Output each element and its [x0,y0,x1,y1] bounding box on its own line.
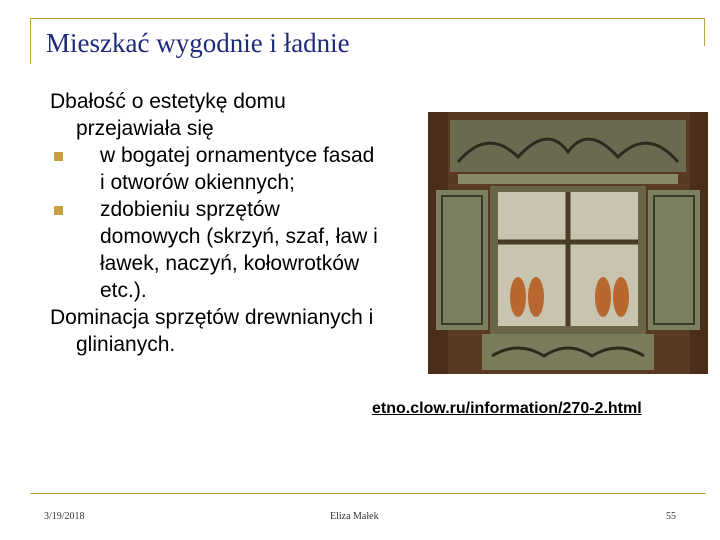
slide-title: Mieszkać wygodnie i ładnie [46,28,350,58]
square-bullet-icon [54,206,63,215]
slide-body [50,88,380,358]
outro-paragraph: Dominacja sprzętów drewnianych i glinianych. [50,306,374,356]
title-frame-left-line [30,18,31,64]
bullet-item [50,142,380,196]
footer-divider [30,493,706,494]
carved-window-photo [428,112,708,374]
title-frame-right-line [704,18,705,46]
square-bullet-icon [54,152,63,161]
page-number: 55 [666,511,676,522]
bullet-text: zdobieniu sprzętów domowych (skrzyń, szaf, ław i ławek, naczyń, kołowrotków etc.). [100,198,378,302]
footer-date: 3/19/2018 [44,511,85,522]
bullet-item [50,196,380,304]
title-frame-top-line [30,18,704,19]
footer-author: Eliza Małek [330,511,379,522]
intro-paragraph: Dbałość o estetykę domu przejawiała się [50,90,286,140]
image-source-link[interactable]: etno.clow.ru/information/270-2.html [372,400,642,417]
bullet-text: w bogatej ornamentyce fasad i otworów okiennych; [100,144,375,194]
